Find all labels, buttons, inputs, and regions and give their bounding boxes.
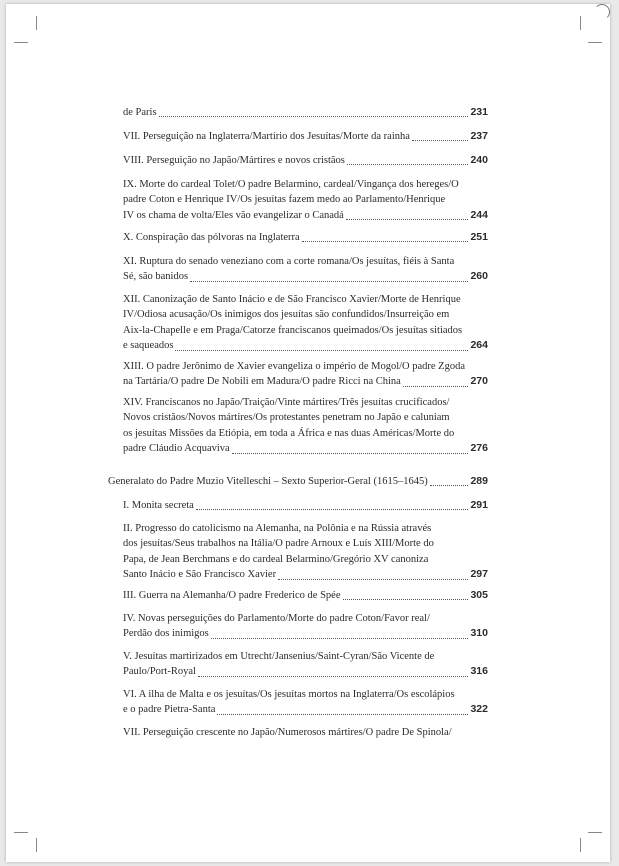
- toc-entry: de Paris 231: [123, 105, 488, 120]
- toc-entry: IX. Morte do cardeal Tolet/O padre Belarmino, cardeal/Vingança dos hereges/O padre Coton e Henrique IV/Os jesuítas fazem medo ao Parlamento/Henrique IV os chama de volta/Eles vão evangelizar o Canadá 244: [123, 177, 488, 223]
- page-number: 264: [470, 339, 488, 352]
- toc-entry: I. Monita secreta 291: [123, 498, 488, 513]
- toc-entry: VII. Perseguição crescente no Japão/Numerosos mártires/O padre De Spinola/: [123, 727, 452, 738]
- toc-entry: XIII. O padre Jerônimo de Xavier evangeliza o império de Mogol/O padre Zgoda na Tartária/O padre De Nobili em Madura/O padre Ricci na China 270: [123, 359, 488, 390]
- page-number: 289: [470, 475, 488, 487]
- page-number: 305: [470, 589, 488, 601]
- toc-entry: VIII. Perseguição no Japão/Mártires e novos cristãos 240: [123, 153, 488, 168]
- toc-entry: V. Jesuítas martirizados em Utrecht/Jansenius/Saint-Cyran/São Vicente de Paulo/Port-Royal 316: [123, 649, 488, 680]
- document-page: [6, 4, 610, 862]
- page-number: 276: [470, 442, 488, 455]
- page-number: 231: [470, 106, 488, 118]
- page-number: 316: [470, 665, 488, 678]
- toc-entry: XII. Canonização de Santo Inácio e de São Francisco Xavier/Morte de Henrique IV/Odiosa acusação/Os inimigos dos jesuítas são confundidos/Insurreição em Aix-la-Chapelle e em Praga/Catorze franciscanos queimados/Os jesuítas sitiados e saqueados 264: [123, 292, 488, 354]
- toc-entry: XIV. Franciscanos no Japão/Traição/Vinte mártires/Três jesuítas crucificados/ Novos cristãos/Novos mártires/Os protestantes penetram no Japão e caluniam os jesuítas Missões da Etiópia, em toda a África e nas duas Américas/Morte do padre Cláudio Acquaviva 276: [123, 395, 488, 457]
- page-number: 260: [470, 270, 488, 283]
- page-number: 244: [470, 208, 488, 221]
- page-number: 291: [470, 499, 488, 511]
- toc-entry: X. Conspiração das pólvoras na Inglaterra 251: [123, 230, 488, 245]
- page-number: 322: [470, 703, 488, 716]
- toc-entry: III. Guerra na Alemanha/O padre Frederico de Spée 305: [123, 588, 488, 603]
- toc-entry: XI. Ruptura do senado veneziano com a corte romana/Os jesuítas, fiéis à Santa Sé, são banidos 260: [123, 254, 488, 285]
- toc-entry: VII. Perseguição na Inglaterra/Martírio dos Jesuítas/Morte da rainha 237: [123, 129, 488, 144]
- page-number: 251: [470, 231, 488, 243]
- table-of-contents: [6, 4, 610, 862]
- page-number: 310: [470, 627, 488, 640]
- page-number: 237: [470, 130, 488, 142]
- page-number: 270: [470, 375, 488, 388]
- page-number: 297: [470, 568, 488, 581]
- page-number: 240: [470, 154, 488, 166]
- toc-entry: IV. Novas perseguições do Parlamento/Morte do padre Coton/Favor real/ Perdão dos inimigos 310: [123, 611, 488, 642]
- toc-entry: VI. A ilha de Malta e os jesuítas/Os jesuítas mortos na Inglaterra/Os escolápios e o padre Pietra-Santa 322: [123, 687, 488, 718]
- toc-section-heading: Generalato do Padre Muzio Vitelleschi – Sexto Superior-Geral (1615–1645) 289: [108, 474, 488, 489]
- toc-entry: II. Progresso do catolicismo na Alemanha, na Polônia e na Rússia através dos jesuítas/Seus trabalhos na Itália/O padre Arnoux e Luís XIII/Morte do Papa, de Jean Berchmans e do cardeal Belarmino/Gregório XV canoniza Santo Inácio e São Francisco Xavier 297: [123, 521, 488, 583]
